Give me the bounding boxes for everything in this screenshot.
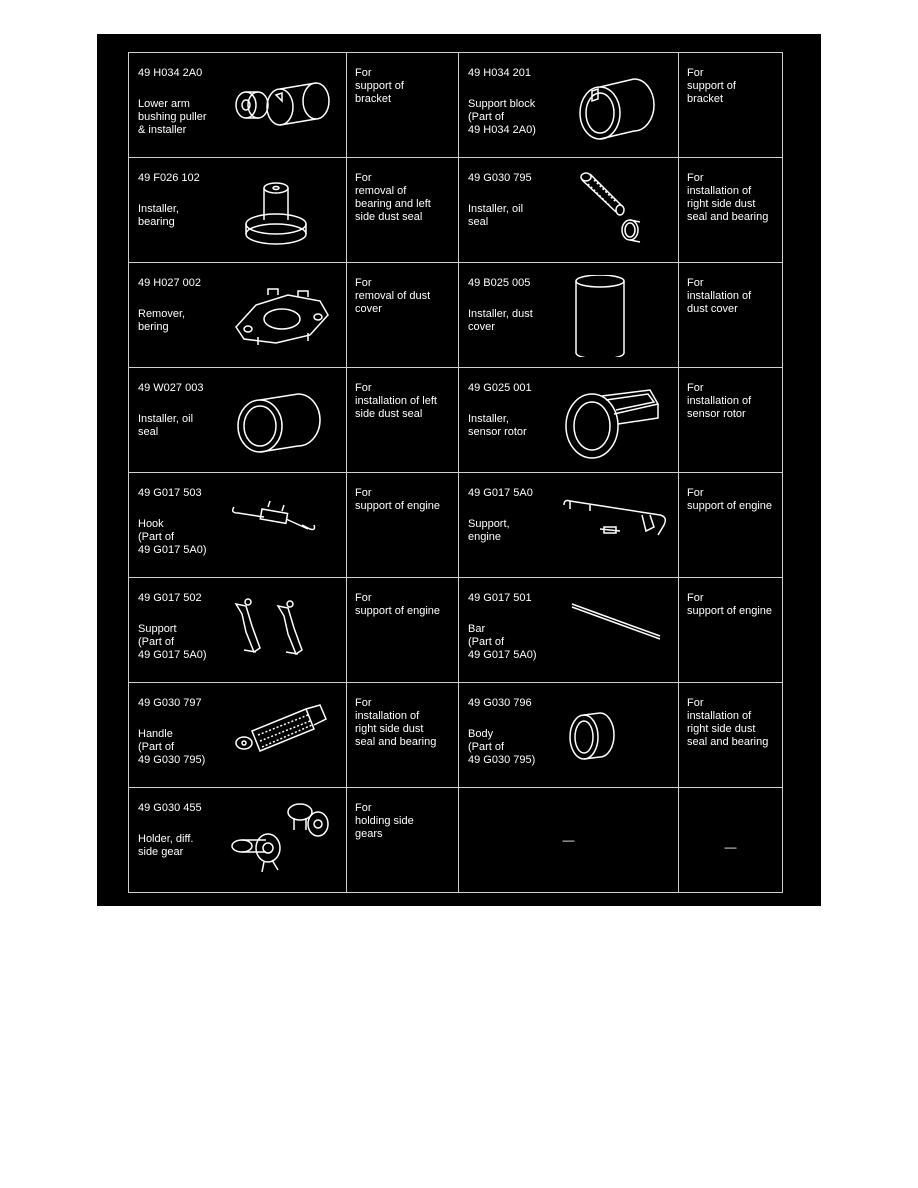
tool-number: 49 G017 502 [138,592,202,604]
special-tools-table [128,52,783,893]
tool-number: 49 H027 002 [138,277,201,289]
tool-name: Installer, bearing [138,203,179,228]
tool-name: Body (Part of 49 G030 795) [468,728,536,766]
tool-purpose: For support of engine [347,578,459,683]
tool-name: Installer, dust cover [468,308,533,333]
oil-seal-installer-ring-icon [228,380,340,462]
tool-name: Lower arm bushing puller & installer [138,98,207,136]
tool-purpose: — [679,788,783,893]
tool-number: 49 G017 5A0 [468,487,533,499]
tool-number: 49 H034 201 [468,67,531,79]
tool-description [468,172,568,229]
tool-purpose: For installation of dust cover [679,263,783,368]
tool-number: 49 G030 795 [468,172,532,184]
tool-cell-left [129,158,347,263]
tool-number: 49 W027 003 [138,382,204,394]
tool-purpose: For installation of right side dust seal and bearing [347,683,459,788]
tool-cell-right [459,368,679,473]
oil-seal-installer-icon [560,170,672,252]
tool-purpose: For installation of right side dust seal and bearing [679,158,783,263]
tool-description [468,592,568,662]
handle-icon [228,695,340,777]
sensor-rotor-installer-icon [560,380,672,462]
tool-name: Hook (Part of 49 G017 5A0) [138,518,207,556]
tool-description [468,67,568,137]
dust-cover-installer-icon [560,275,672,357]
tool-cell-right: — [459,788,679,893]
tool-description [468,382,568,439]
tool-description [468,697,568,767]
tool-purpose: For installation of right side dust seal and bearing [679,683,783,788]
tool-row [129,263,783,368]
hook-icon [228,485,340,567]
tool-name: Holder, diff. side gear [138,833,194,858]
tool-name: Installer, sensor rotor [468,413,527,438]
tool-description [138,277,238,334]
tool-name: Support, engine [468,518,510,543]
tool-description [138,802,238,859]
engine-support-icon [560,485,672,567]
tool-purpose: For support of engine [679,473,783,578]
tool-name: Support (Part of 49 G017 5A0) [138,623,207,661]
tool-purpose: For removal of bearing and left side dust seal [347,158,459,263]
tool-description [138,172,238,229]
tool-purpose: For installation of sensor rotor [679,368,783,473]
tool-cell-right [459,578,679,683]
tool-cell-left [129,368,347,473]
tool-cell-left [129,473,347,578]
tool-purpose: For removal of dust cover [347,263,459,368]
tool-description [468,277,568,334]
tool-name: Bar (Part of 49 G017 5A0) [468,623,537,661]
tool-number: 49 F026 102 [138,172,200,184]
tool-row [129,53,783,158]
tool-number: 49 G030 797 [138,697,202,709]
tool-description [138,382,238,439]
tool-cell-left [129,578,347,683]
tool-row [129,158,783,263]
tool-number: 49 G025 001 [468,382,532,394]
tool-name: Support block (Part of 49 H034 2A0) [468,98,536,136]
bearing-remover-icon [228,275,340,357]
tool-number: 49 G017 503 [138,487,202,499]
tool-purpose: For support of engine [679,578,783,683]
tool-description [138,697,238,767]
side-gear-holder-icon [228,800,340,882]
tool-row [129,368,783,473]
tool-purpose: For installation of left side dust seal [347,368,459,473]
tool-row [129,683,783,788]
tool-number: 49 G030 455 [138,802,202,814]
tool-number: 49 H034 2A0 [138,67,203,79]
tool-cell-right [459,53,679,158]
tool-description [138,592,238,662]
tool-description [468,487,568,544]
tool-description [138,487,238,557]
tool-cell-right [459,263,679,368]
body-ring-icon [560,695,672,777]
tool-cell-right [459,158,679,263]
support-block-icon [560,65,672,147]
tool-number: 49 G030 796 [468,697,532,709]
tool-cell-right [459,473,679,578]
tool-name: Installer, oil seal [468,203,524,228]
tool-number: 49 G017 501 [468,592,532,604]
bushing-puller-icon [228,65,340,147]
tool-cell-left [129,53,347,158]
tool-row [129,788,783,893]
support-bracket-icon [228,590,340,672]
tool-row [129,473,783,578]
tool-cell-left [129,788,347,893]
tool-row [129,578,783,683]
tool-cell-right [459,683,679,788]
tool-name: Remover, bering [138,308,186,333]
tool-purpose: For holding side gears [347,788,459,893]
tool-cell-left [129,263,347,368]
tool-description [138,67,238,137]
bar-icon [560,590,672,672]
bearing-installer-icon [228,170,340,252]
tool-purpose: For support of bracket [347,53,459,158]
tool-number: 49 B025 005 [468,277,531,289]
tool-purpose: For support of engine [347,473,459,578]
tool-purpose: For support of bracket [679,53,783,158]
tool-name: Installer, oil seal [138,413,194,438]
tool-name: Handle (Part of 49 G030 795) [138,728,206,766]
tool-cell-left [129,683,347,788]
